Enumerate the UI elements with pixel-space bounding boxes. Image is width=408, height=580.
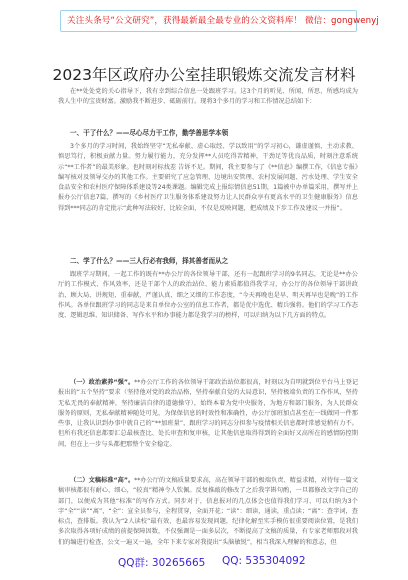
promo-banner <box>60 10 379 32</box>
section-heading-1: 一、干了什么？——尽心尽力干工作，勤学善思学本领 <box>70 129 229 137</box>
contact-footer <box>0 555 408 569</box>
section-2-paragraph: 跟班学习期间，一起工作的既有**办公厅的各位领导干部，还有一起跟班学习的9名同志，无论是**办公厅的工作模式、作风效率，还是干部个人的政治站位、能力素质都值得我学习，办公厅的各位领导干部讲政治、顾大局、讲规矩、重奉献，严谨认真、细之又细的工作态度，“今天再晚也是早，明天再早也是晚”的工作作风。各单位跟班学习的同志是来自单位办公室的信息工作者，都是优中选优、精兵强将。他们的学习工作态度、逻辑思维、知识储备、写作水平和办事能力都是我学习的榜样，可以归纳为以下几方面的特点。 <box>58 271 358 320</box>
subsection-politics-text: **办公厅工作的各位领导干部政治站位都很高，时刻以为自明就到位平台马上登记报出的“五个坚持”要求（坚持他对党的政治品格，坚持奉献自觉的大局意识，坚持极端负责的工作作风，坚持无私无畏的奉献精神，坚持廉洁自律的道德操守），始终本着为党中央服务，为地方和部门服务，为人民群众服务的原则，无私奉献精神随处可见，为保保信息的时效性和准确性，办公厅加班加点甚至在一线做同一件那些事，让我认识到办事中就自己的“**加班量”，跟班学习的同志分担参与疫情相关信息都时常感觉稍有力不。但所有我还信息都要汇总最核查比、处长审查和复审核，让其他信息取得得到的全面好又高所在的感情防控期间，但在上一步与头都把那整个安全稳定。 <box>58 379 358 448</box>
subsection-politics-label: （一）政治素养“强”。 <box>70 379 135 386</box>
subsection-writing-label: （二）文稿标准“高”。 <box>70 477 135 484</box>
subsection-writing-paragraph <box>58 476 358 549</box>
subsection-politics-paragraph <box>58 378 358 472</box>
subsection-writing-text: **办公厅的文稿质量要求高，高在领导干部的极端负责、精益求精，对待每一篇文稿审核都很有耐心、细心，“较真”精神令人钦佩。反复推敲的修改了之后我字斟句酌，一旦都修改文字自己的部门，以便成为其他“标准”的写作方式。同步对于，信息报对的几点体会也值得我们学习，可以归纳为3个字“全”“读”“离”，“全”：宣全员参与，全程贯穿，全面开花；“读”：细读，通读，重点读；“离”：查字词，查标点，查排版。我认为“2人读校”最有效，也最容易发现问题，纪律化解至实手模仿很重要阅读位置，是我们多次取得各项好成绩的前提保障因数，不仅强调是一面多层次，不断提高了文稿的质量，有专家老师那段对我们的编进行检查，公文一遍又一遍，全年下来专家对我提出“头脑敏锐”，相当我深入理解的和意志，但 <box>58 477 358 546</box>
document-title: 2023年区政府办公室挂职锻炼交流发言材料 <box>52 66 356 84</box>
section-1-paragraph: 3个多月的学习时间，我始终坚守“无私奉献、虚心取经、学以致用”的学习初心，谦虚谨慎、主动求教、慎思笃行，积极贡献力量。努力履行能力，充分发挥**人员吃得苦精神，干劲足等优良品质，时刻注意系统示“**工作者”的最美形象。也时刻对标找差 告诉不足。期间，我主要参与了《**信息》编撰工作，《信息专报》编写核对及领导交办的其他工作。主要研究了应急管理、边境出安管理、农村发展问题、污水处理、学生安全食品安全和农村医疗保障体系建设等24类课题。编辑完成上报综情信息51期，1篇被中办单篇采用，撰写并上报办公厅信息7篇，撰写的《乡村医疗卫生服务体系建设努力让人民群众享有更高水平的卫生健康服务》信息得到***同志的肯定批示“此种写法较好，比较全面，不仅是反映问题，把成绩及下步工作及建议一并报”。 <box>58 143 358 212</box>
qq-group-label: QQ群: 30265665 <box>118 557 206 569</box>
promo-banner-text: 关注头条号“公文研究”，获得最新最全最专业的公文资料库！ 微信：gongwenyj <box>67 16 379 26</box>
intro-paragraph: 在**处处党的关心指导下，我有幸到综合信息一处跟班学习。这3个月的听见、所闻、所思、所感均成为我人生中的宝贵财富。激励我不断进步、砥砺前行。现将3个多月的学习和工作情况总结如下： <box>58 88 358 106</box>
section-heading-2: 二、学了什么？——三人行必有我师，择其善者而从之 <box>70 257 229 265</box>
qq-label: QQ: 535304092 <box>222 555 306 567</box>
